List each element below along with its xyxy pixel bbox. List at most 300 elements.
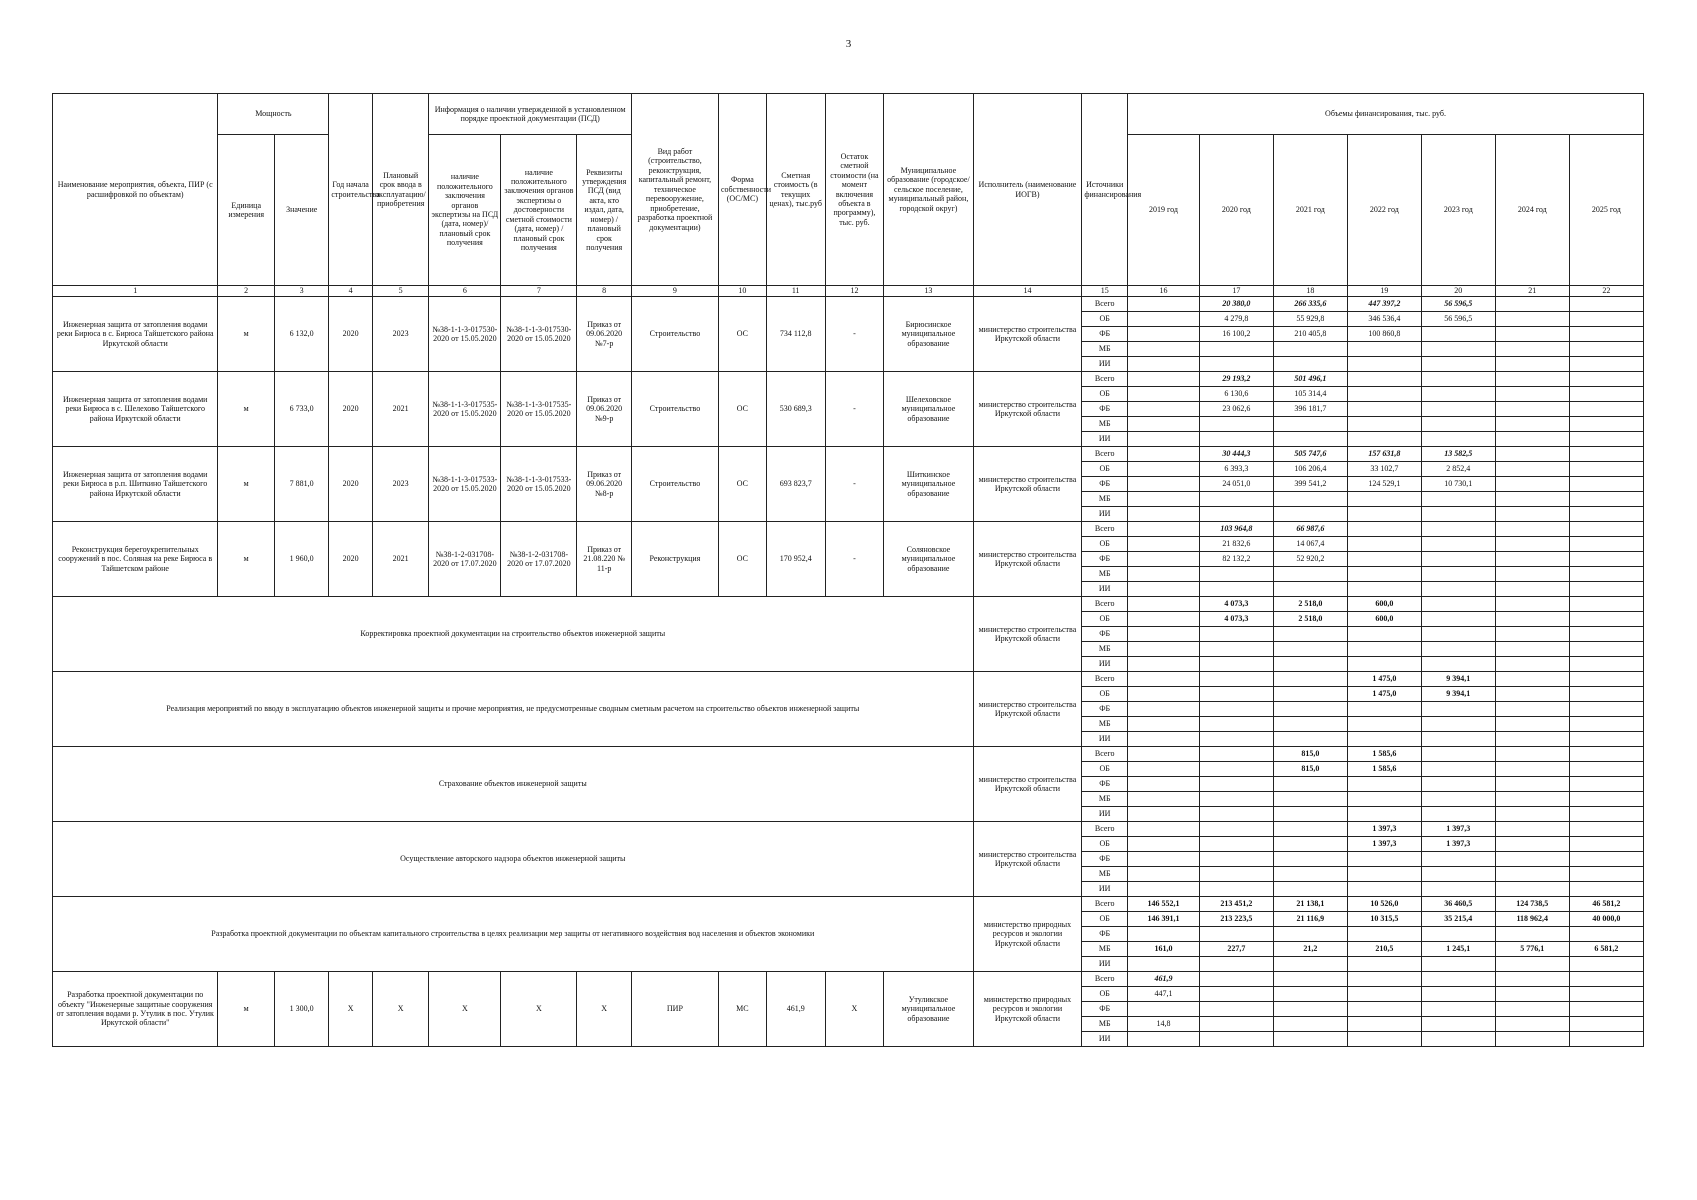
funding-value: [1421, 717, 1495, 732]
header-municipality: Муниципальное образование (городское/сельское поселение, муниципальный район, городской округ): [884, 94, 973, 286]
funding-value: [1199, 927, 1273, 942]
funding-value: [1569, 657, 1643, 672]
table-row: [53, 972, 1644, 987]
object-name: Разработка проектной документации по объекту "Инженерные защитные сооружения от затопления водами р. Утулик в пос. Утулик Иркутской области": [53, 972, 218, 1047]
funding-value: [1495, 492, 1569, 507]
column-number: 9: [631, 286, 718, 297]
funding-value: 66 987,6: [1273, 522, 1347, 537]
funding-value: [1347, 852, 1421, 867]
funding-value: [1199, 567, 1273, 582]
column-number: 13: [884, 286, 973, 297]
header-year-2021: 2021 год: [1273, 135, 1347, 286]
funding-value: 30 444,3: [1199, 447, 1273, 462]
funding-value: 213 223,5: [1199, 912, 1273, 927]
funding-value: [1273, 792, 1347, 807]
funding-value: [1569, 522, 1643, 537]
object-unit: м: [218, 522, 275, 597]
header-start-year: Год начала строительства: [329, 94, 373, 286]
funding-table: [52, 93, 1644, 1047]
funding-value: [1273, 687, 1347, 702]
table-row: [53, 447, 1644, 462]
funding-value: [1495, 927, 1569, 942]
column-number: 18: [1273, 286, 1347, 297]
funding-value: [1421, 357, 1495, 372]
funding-value: [1569, 612, 1643, 627]
object-work-type: Реконструкция: [631, 522, 718, 597]
funding-value: [1421, 1017, 1495, 1032]
funding-value: [1347, 417, 1421, 432]
funding-source: ИИ: [1082, 882, 1128, 897]
funding-value: 399 541,2: [1273, 477, 1347, 492]
table-row: [53, 522, 1644, 537]
funding-value: [1128, 927, 1200, 942]
funding-value: [1569, 792, 1643, 807]
funding-value: [1273, 717, 1347, 732]
column-number: 2: [218, 286, 275, 297]
funding-value: 10 315,5: [1347, 912, 1421, 927]
column-number: 15: [1082, 286, 1128, 297]
funding-source: МБ: [1082, 342, 1128, 357]
object-plan-term: X: [372, 972, 429, 1047]
funding-value: [1199, 642, 1273, 657]
object-municipality: Шиткинское муниципальное образование: [884, 447, 973, 522]
funding-value: [1495, 372, 1569, 387]
funding-source: МБ: [1082, 792, 1128, 807]
funding-value: 40 000,0: [1569, 912, 1643, 927]
object-name: Реконструкция берегоукрепительных сооружений в пос. Соляная на реке Бирюса в Тайшетском районе: [53, 522, 218, 597]
funding-value: 56 596,5: [1421, 312, 1495, 327]
funding-value: [1495, 507, 1569, 522]
funding-value: 105 314,4: [1273, 387, 1347, 402]
object-name: Инженерная защита от затопления водами реки Бирюса в с. Шелехово Тайшетского района Иркутской области: [53, 372, 218, 447]
funding-value: 266 335,6: [1273, 297, 1347, 312]
funding-value: 23 062,6: [1199, 402, 1273, 417]
funding-value: [1128, 327, 1200, 342]
funding-value: [1347, 717, 1421, 732]
funding-value: [1495, 552, 1569, 567]
funding-value: [1421, 972, 1495, 987]
object-start-year: 2020: [329, 372, 373, 447]
funding-value: [1421, 417, 1495, 432]
funding-value: 346 536,4: [1347, 312, 1421, 327]
funding-value: [1421, 702, 1495, 717]
funding-value: 227,7: [1199, 942, 1273, 957]
funding-source: МБ: [1082, 942, 1128, 957]
funding-value: [1421, 867, 1495, 882]
header-value: Значение: [274, 135, 328, 286]
funding-value: [1421, 522, 1495, 537]
funding-value: [1495, 597, 1569, 612]
funding-source: ИИ: [1082, 357, 1128, 372]
funding-value: [1128, 732, 1200, 747]
funding-value: [1199, 702, 1273, 717]
column-number: 16: [1128, 286, 1200, 297]
object-psd-reliability: X: [501, 972, 577, 1047]
funding-source: ОБ: [1082, 537, 1128, 552]
funding-source: ИИ: [1082, 657, 1128, 672]
header-year-2025: 2025 год: [1569, 135, 1643, 286]
funding-value: [1199, 717, 1273, 732]
funding-value: 1 397,3: [1347, 837, 1421, 852]
funding-value: [1495, 612, 1569, 627]
funding-value: [1199, 972, 1273, 987]
measure-executor: министерство строительства Иркутской области: [973, 672, 1082, 747]
funding-value: [1347, 702, 1421, 717]
funding-value: [1495, 657, 1569, 672]
column-numbers-row: [53, 286, 1644, 297]
funding-value: [1569, 387, 1643, 402]
funding-value: [1199, 432, 1273, 447]
funding-value: [1199, 357, 1273, 372]
funding-source: Всего: [1082, 372, 1128, 387]
funding-value: [1199, 492, 1273, 507]
funding-value: 82 132,2: [1199, 552, 1273, 567]
measure-name: Реализация мероприятий по вводу в эксплуатацию объектов инженерной защиты и прочие мероприятия, не предусмотренные сводным сметным расчетом на строительство объектов инженерной защиты: [53, 672, 974, 747]
column-number: 11: [766, 286, 825, 297]
funding-value: [1421, 552, 1495, 567]
funding-value: [1128, 567, 1200, 582]
funding-value: [1421, 777, 1495, 792]
funding-source: ФБ: [1082, 327, 1128, 342]
funding-value: [1347, 867, 1421, 882]
funding-value: [1495, 792, 1569, 807]
funding-value: [1421, 402, 1495, 417]
funding-value: [1128, 582, 1200, 597]
funding-value: [1569, 717, 1643, 732]
funding-value: [1128, 612, 1200, 627]
funding-source: ФБ: [1082, 477, 1128, 492]
funding-value: 118 962,4: [1495, 912, 1569, 927]
object-psd-positive: №38-1-2-031708-2020 от 17.07.2020: [429, 522, 501, 597]
object-psd-reliability: №38-1-2-031708-2020 от 17.07.2020: [501, 522, 577, 597]
funding-source: Всего: [1082, 297, 1128, 312]
funding-value: [1273, 777, 1347, 792]
funding-value: [1569, 342, 1643, 357]
funding-source: ФБ: [1082, 927, 1128, 942]
funding-value: 35 215,4: [1421, 912, 1495, 927]
funding-value: [1273, 1017, 1347, 1032]
funding-value: [1569, 777, 1643, 792]
funding-value: [1273, 987, 1347, 1002]
table-row: [53, 747, 1644, 762]
funding-value: [1421, 792, 1495, 807]
object-remainder: -: [825, 522, 884, 597]
object-work-type: Строительство: [631, 372, 718, 447]
funding-value: [1128, 507, 1200, 522]
funding-source: ФБ: [1082, 852, 1128, 867]
funding-value: [1199, 867, 1273, 882]
funding-value: [1495, 342, 1569, 357]
funding-value: [1495, 672, 1569, 687]
header-estimate: Сметная стоимость (в текущих ценах), тыс.руб: [766, 94, 825, 286]
object-plan-term: 2023: [372, 297, 429, 372]
object-executor: министерство строительства Иркутской области: [973, 522, 1082, 597]
table-row: [53, 897, 1644, 912]
funding-value: [1199, 762, 1273, 777]
header-year-2023: 2023 год: [1421, 135, 1495, 286]
funding-value: [1128, 432, 1200, 447]
funding-value: [1495, 462, 1569, 477]
funding-value: [1128, 402, 1200, 417]
funding-source: ОБ: [1082, 837, 1128, 852]
object-executor: министерство строительства Иркутской области: [973, 297, 1082, 372]
object-remainder: -: [825, 372, 884, 447]
funding-value: 124 529,1: [1347, 477, 1421, 492]
column-number: 20: [1421, 286, 1495, 297]
funding-value: [1569, 372, 1643, 387]
funding-value: [1347, 927, 1421, 942]
funding-value: [1421, 507, 1495, 522]
funding-value: 16 100,2: [1199, 327, 1273, 342]
funding-value: [1347, 882, 1421, 897]
funding-value: 501 496,1: [1273, 372, 1347, 387]
funding-source: МБ: [1082, 417, 1128, 432]
funding-value: [1495, 837, 1569, 852]
funding-value: [1495, 447, 1569, 462]
funding-value: 210 405,8: [1273, 327, 1347, 342]
funding-value: [1347, 1032, 1421, 1047]
funding-value: [1199, 657, 1273, 672]
funding-value: [1347, 807, 1421, 822]
funding-value: [1128, 387, 1200, 402]
funding-value: [1569, 882, 1643, 897]
funding-value: [1128, 837, 1200, 852]
funding-value: 396 181,7: [1273, 402, 1347, 417]
funding-value: [1421, 957, 1495, 972]
funding-value: 20 380,0: [1199, 297, 1273, 312]
funding-value: [1273, 972, 1347, 987]
funding-value: [1569, 462, 1643, 477]
funding-value: 21 116,9: [1273, 912, 1347, 927]
funding-source: Всего: [1082, 972, 1128, 987]
funding-value: 6 393,3: [1199, 462, 1273, 477]
measure-executor: министерство природных ресурсов и экологии Иркутской области: [973, 897, 1082, 972]
funding-value: 210,5: [1347, 942, 1421, 957]
object-ownership: ОС: [718, 372, 766, 447]
funding-value: 2 518,0: [1273, 612, 1347, 627]
funding-value: [1128, 492, 1200, 507]
funding-value: [1421, 342, 1495, 357]
table-row: [53, 597, 1644, 612]
funding-value: [1128, 777, 1200, 792]
object-psd-reliability: №38-1-1-3-017533-2020 от 15.05.2020: [501, 447, 577, 522]
funding-value: [1495, 987, 1569, 1002]
funding-value: [1495, 747, 1569, 762]
funding-value: [1421, 1032, 1495, 1047]
measure-executor: министерство строительства Иркутской области: [973, 822, 1082, 897]
funding-value: [1495, 822, 1569, 837]
funding-value: [1199, 792, 1273, 807]
object-estimate: 530 689,3: [766, 372, 825, 447]
funding-value: [1495, 297, 1569, 312]
funding-value: [1569, 807, 1643, 822]
funding-value: 461,9: [1128, 972, 1200, 987]
column-number: 6: [429, 286, 501, 297]
funding-value: [1273, 867, 1347, 882]
funding-value: [1128, 297, 1200, 312]
object-psd-reliability: №38-1-1-3-017530-2020 от 15.05.2020: [501, 297, 577, 372]
funding-value: [1199, 687, 1273, 702]
funding-source: МБ: [1082, 567, 1128, 582]
funding-value: [1128, 357, 1200, 372]
funding-value: 14 067,4: [1273, 537, 1347, 552]
funding-value: [1128, 867, 1200, 882]
funding-value: [1569, 822, 1643, 837]
header-psd-requisites: Реквизиты утверждения ПСД (вид акта, кто издал, дата, номер) / плановый срок получения: [577, 135, 631, 286]
funding-value: 146 391,1: [1128, 912, 1200, 927]
funding-value: [1495, 867, 1569, 882]
funding-value: 29 193,2: [1199, 372, 1273, 387]
funding-value: [1421, 1002, 1495, 1017]
funding-value: [1199, 582, 1273, 597]
funding-value: [1495, 567, 1569, 582]
funding-value: [1273, 1032, 1347, 1047]
funding-value: [1495, 1032, 1569, 1047]
funding-value: [1495, 477, 1569, 492]
funding-source: ОБ: [1082, 612, 1128, 627]
funding-value: [1347, 342, 1421, 357]
object-ownership: ОС: [718, 297, 766, 372]
object-estimate: 734 112,8: [766, 297, 825, 372]
header-year-2020: 2020 год: [1199, 135, 1273, 286]
column-number: 21: [1495, 286, 1569, 297]
funding-value: [1495, 972, 1569, 987]
funding-value: [1569, 732, 1643, 747]
funding-value: [1569, 987, 1643, 1002]
funding-value: [1569, 762, 1643, 777]
funding-value: 157 631,8: [1347, 447, 1421, 462]
funding-value: 447,1: [1128, 987, 1200, 1002]
object-psd-requisites: Приказ от 09.06.2020 №8-р: [577, 447, 631, 522]
funding-value: 56 596,5: [1421, 297, 1495, 312]
funding-value: [1495, 702, 1569, 717]
funding-value: [1128, 447, 1200, 462]
funding-value: [1273, 927, 1347, 942]
funding-value: [1128, 717, 1200, 732]
funding-value: [1569, 867, 1643, 882]
object-psd-positive: X: [429, 972, 501, 1047]
funding-value: [1199, 747, 1273, 762]
funding-value: [1495, 417, 1569, 432]
funding-value: [1199, 777, 1273, 792]
funding-value: [1421, 492, 1495, 507]
funding-value: [1347, 582, 1421, 597]
funding-value: [1495, 717, 1569, 732]
funding-source: ОБ: [1082, 987, 1128, 1002]
object-start-year: X: [329, 972, 373, 1047]
funding-value: [1347, 492, 1421, 507]
funding-value: 24 051,0: [1199, 477, 1273, 492]
funding-value: [1569, 582, 1643, 597]
object-executor: министерство природных ресурсов и экологии Иркутской области: [973, 972, 1082, 1047]
funding-value: [1347, 387, 1421, 402]
funding-value: [1495, 1017, 1569, 1032]
column-number: 3: [274, 286, 328, 297]
funding-value: [1569, 432, 1643, 447]
funding-source: МБ: [1082, 867, 1128, 882]
object-start-year: 2020: [329, 297, 373, 372]
object-plan-term: 2023: [372, 447, 429, 522]
funding-value: [1421, 627, 1495, 642]
funding-value: [1347, 627, 1421, 642]
funding-value: [1421, 807, 1495, 822]
funding-value: [1199, 1017, 1273, 1032]
funding-value: 21 138,1: [1273, 897, 1347, 912]
funding-value: 14,8: [1128, 1017, 1200, 1032]
header-funding: Объемы финансирования, тыс. руб.: [1128, 94, 1644, 135]
funding-value: [1273, 342, 1347, 357]
object-remainder: -: [825, 447, 884, 522]
object-psd-positive: №38-1-1-3-017533-2020 от 15.05.2020: [429, 447, 501, 522]
funding-source: ИИ: [1082, 432, 1128, 447]
funding-value: [1421, 747, 1495, 762]
table-row: [53, 372, 1644, 387]
funding-value: [1273, 657, 1347, 672]
funding-value: [1569, 447, 1643, 462]
header-executor: Исполнитель (наименование ИОГВ): [973, 94, 1082, 286]
funding-value: [1569, 417, 1643, 432]
header-year-2024: 2024 год: [1495, 135, 1569, 286]
measure-name: Разработка проектной документации по объектам капитального строительства в целях реализации мер защиты от негативного воздействия вод населения и объектов экономики: [53, 897, 974, 972]
funding-value: [1128, 342, 1200, 357]
funding-value: [1128, 702, 1200, 717]
funding-value: [1128, 537, 1200, 552]
funding-value: [1273, 807, 1347, 822]
funding-value: [1495, 882, 1569, 897]
funding-value: [1569, 972, 1643, 987]
funding-value: [1199, 822, 1273, 837]
page-number: 3: [845, 38, 852, 50]
funding-source: ОБ: [1082, 312, 1128, 327]
funding-value: [1569, 357, 1643, 372]
funding-value: 33 102,7: [1347, 462, 1421, 477]
funding-source: ИИ: [1082, 957, 1128, 972]
funding-value: [1273, 957, 1347, 972]
funding-value: 4 279,8: [1199, 312, 1273, 327]
object-work-type: ПИР: [631, 972, 718, 1047]
object-name: Инженерная защита от затопления водами реки Бирюса в р.п. Шиткино Тайшетского района Иркутской области: [53, 447, 218, 522]
funding-value: [1421, 657, 1495, 672]
object-municipality: Утуликское муниципальное образование: [884, 972, 973, 1047]
object-executor: министерство строительства Иркутской области: [973, 447, 1082, 522]
funding-value: [1199, 957, 1273, 972]
funding-value: [1495, 957, 1569, 972]
column-number: 14: [973, 286, 1082, 297]
funding-value: 10 526,0: [1347, 897, 1421, 912]
funding-value: [1347, 507, 1421, 522]
funding-value: [1347, 972, 1421, 987]
funding-value: [1569, 747, 1643, 762]
object-psd-requisites: Приказ от 09.06.2020 №9-р: [577, 372, 631, 447]
funding-value: [1347, 402, 1421, 417]
funding-value: [1569, 312, 1643, 327]
funding-value: [1421, 732, 1495, 747]
funding-value: 815,0: [1273, 747, 1347, 762]
funding-source: ОБ: [1082, 762, 1128, 777]
funding-value: [1273, 507, 1347, 522]
funding-value: 1 475,0: [1347, 672, 1421, 687]
funding-value: [1347, 1002, 1421, 1017]
funding-value: [1421, 612, 1495, 627]
object-municipality: Бирюсинское муниципальное образование: [884, 297, 973, 372]
object-psd-requisites: Приказ от 09.06.2020 №7-р: [577, 297, 631, 372]
funding-value: [1347, 357, 1421, 372]
funding-value: [1569, 567, 1643, 582]
funding-value: [1569, 537, 1643, 552]
header-plan-term: Плановый срок ввода в эксплуатацию/приобретения: [372, 94, 429, 286]
funding-value: 600,0: [1347, 597, 1421, 612]
funding-value: [1421, 762, 1495, 777]
